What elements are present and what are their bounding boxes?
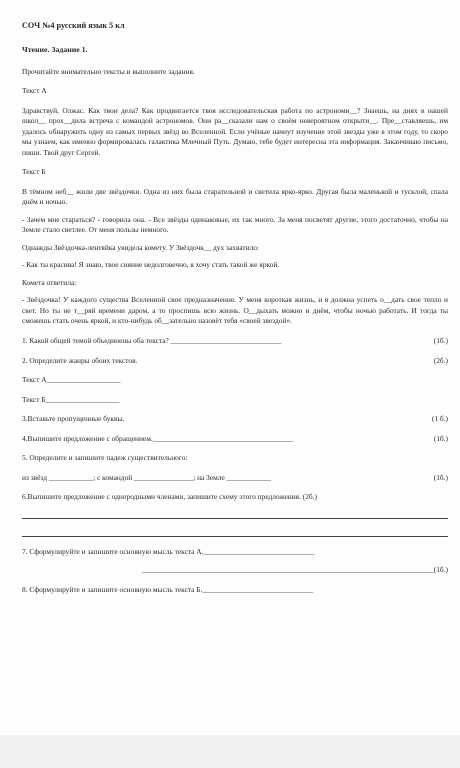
text-a-label: Текст А — [22, 86, 47, 96]
question-5-text: 5. Определите и запишите падеж существительного: — [22, 453, 188, 463]
text-b-paragraph: - Зачем мне стараться? - говорила она. - Все звёзды одинаковые, их так много. За меня посветят другие, этого достаточно, чтобы на Земле стало светлее. От меня пользы немного. — [22, 214, 448, 235]
text-b-label: Текст Б — [22, 167, 46, 177]
question-2 — [22, 356, 448, 367]
question-5-score: (1б.) — [433, 472, 448, 482]
question-4 — [22, 434, 448, 445]
instruction-text: Прочитайте внимательно тексты и выполните задания. — [22, 66, 195, 76]
text-b-paragraph: Комета ответила: — [22, 277, 77, 287]
text-b-paragraph: - Звёздочка! У каждого существа Вселенной свое предназначение. У меня короткая жизнь, и я должна успеть о__дать свое тепло и свет. Но ты не т__ряй времени даром, а то проспишь всю жизнь. О__дыхать можно и днём, чтобы ночью работать. И тогда ты сможешь стать очень яркой, и кто-нибудь об__зательно назовёт тебя «своей звездой». — [22, 295, 448, 326]
question-6-text: 6.Выпишите предложение с однородными членами, запишите схему этого предложения. (2б.) — [22, 492, 317, 502]
page-title: СОЧ №4 русский язык 5 кл — [22, 21, 125, 30]
text-b-paragraph: Однажды Звёздочка-лентяйка увидела комету. У Звёздочк__ дух захватило: — [22, 242, 260, 252]
text-b-paragraph: В тёмном неб__ жили две звёздочки. Одна из них была старательной и светила ярко-ярко. Другая была маленькой и тусклой, спала днём и ночью. — [22, 186, 448, 207]
question-2-answer-a[interactable]: Текст А____________________ — [22, 375, 121, 385]
answer-line[interactable] — [22, 509, 448, 519]
question-2-answer-b[interactable]: Текст Б____________________ — [22, 394, 120, 404]
text-b-paragraph: - Как ты красива! Я знаю, твое сияние недолговечно, я хочу стать такой же яркой. — [22, 260, 280, 270]
question-7-text: 7. Сформулируйте и запишите основную мысль текста А.______________________________ — [22, 546, 315, 556]
question-8-text: 8. Сформулируйте и запишите основную мысль текста Б.______________________________ — [22, 584, 314, 594]
question-3-score: (1 б.) — [431, 414, 448, 424]
page-bottom-margin — [0, 735, 460, 768]
text-a-body: Здравствуй, Олжас. Как твои дела? Как продвигается твоя исследовательская работа по астрономи__? Знаешь, на днях в нашей школ__ прох__дила встреча с командой астрономов. Они ра__сказали нам о своём невероятном открыти__. Пре__ставляешь, им удалось обнаружить одну из самых первых звёзд во Вселенной. Если учёные начнут изучение этой звезды уже в этом году, то скоро мы узнаем, как именно формировалась галактика Млечный Путь. Думаю, тебе будет интересна эта информация. Заканчиваю письмо, пиши. Твой друг Сергей. — [22, 105, 448, 157]
question-4-text: 4.Выпишите предложение с обращением.______________________________________ — [22, 433, 294, 443]
question-7-answer-line[interactable]: _______________________________________________________________________________(1б.) — [141, 565, 448, 575]
question-4-score: (1б.) — [433, 433, 448, 443]
question-2-text: 2. Определите жанры обоих текстов. — [22, 355, 138, 365]
task-heading: Чтение. Задание 1. — [22, 44, 88, 54]
question-5-blanks[interactable]: из звёзд ____________; с командой ________________; на Земле ____________ — [22, 472, 271, 482]
answer-line[interactable] — [22, 527, 448, 537]
worksheet-content — [22, 20, 448, 604]
question-1-text: 1. Какой общей темой объединены оба текста? ______________________________ — [22, 335, 282, 345]
question-1 — [22, 336, 448, 347]
question-3 — [22, 414, 448, 425]
question-2-score: (2б.) — [433, 355, 448, 365]
question-5-items — [22, 473, 448, 484]
question-1-score: (1б.) — [433, 335, 448, 345]
question-3-text: 3.Вставьте пропущенные буквы. — [22, 414, 125, 424]
